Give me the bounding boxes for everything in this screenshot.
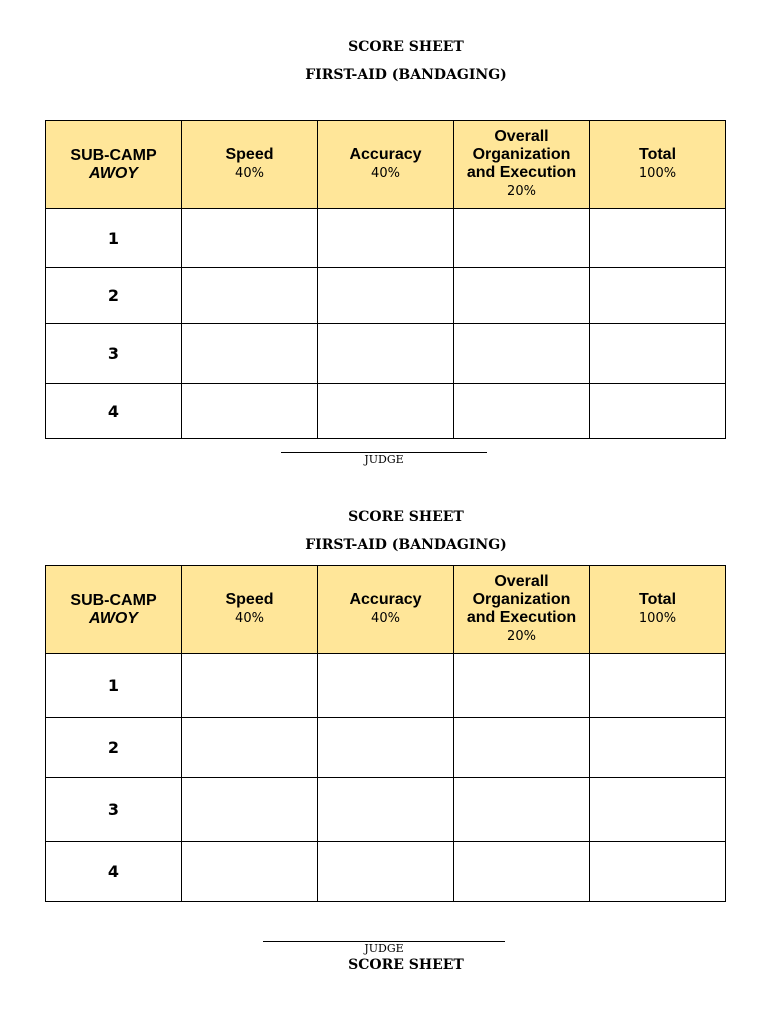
sheet2-title: SCORE SHEET: [348, 509, 464, 525]
speed-pct: 40%: [235, 165, 264, 181]
overall-cell[interactable]: [454, 718, 590, 778]
sheet2-score-table: [45, 565, 726, 902]
total-label: Total: [638, 145, 677, 163]
overall-cell[interactable]: [454, 384, 590, 439]
overall-label-2: Organization: [472, 145, 571, 163]
total-header: [590, 121, 726, 209]
total-cell[interactable]: [590, 778, 726, 842]
overall-label-1: Overall: [494, 127, 549, 145]
speed-cell[interactable]: [182, 209, 318, 268]
row-number: 4: [46, 842, 182, 902]
total-cell[interactable]: [590, 384, 726, 439]
overall-cell[interactable]: [454, 842, 590, 902]
accuracy-cell[interactable]: [318, 842, 454, 902]
overall-label-3: and Execution: [466, 163, 577, 181]
total-pct: 100%: [638, 165, 677, 181]
subcamp-label: SUB-CAMP: [70, 146, 157, 164]
speed-cell[interactable]: [182, 778, 318, 842]
speed-label: Speed: [225, 145, 274, 163]
speed-cell[interactable]: [182, 654, 318, 718]
accuracy-pct: 40%: [371, 610, 400, 626]
speed-cell[interactable]: [182, 842, 318, 902]
accuracy-cell[interactable]: [318, 384, 454, 439]
table-row: [46, 268, 726, 324]
overall-header: [454, 566, 590, 654]
accuracy-cell[interactable]: [318, 654, 454, 718]
row-number: 2: [46, 268, 182, 324]
accuracy-cell[interactable]: [318, 778, 454, 842]
accuracy-header: [318, 566, 454, 654]
sheet1-score-table: [45, 120, 726, 439]
header-row: [46, 566, 726, 654]
total-pct: 100%: [638, 610, 677, 626]
subcamp-label: SUB-CAMP: [70, 591, 157, 609]
overall-pct: 20%: [507, 183, 536, 199]
overall-cell[interactable]: [454, 209, 590, 268]
speed-cell[interactable]: [182, 324, 318, 384]
total-cell[interactable]: [590, 324, 726, 384]
row-number: 4: [46, 384, 182, 439]
table-row: [46, 324, 726, 384]
total-cell[interactable]: [590, 268, 726, 324]
subcamp-name: AWOY: [89, 609, 138, 627]
header-row: [46, 121, 726, 209]
row-number: 3: [46, 778, 182, 842]
overall-label-1: Overall: [494, 572, 549, 590]
sheet3-title: SCORE SHEET: [348, 957, 464, 973]
judge-label: JUDGE: [364, 942, 404, 955]
total-cell[interactable]: [590, 842, 726, 902]
speed-cell[interactable]: [182, 384, 318, 439]
row-number: 2: [46, 718, 182, 778]
table-row: [46, 778, 726, 842]
accuracy-label: Accuracy: [349, 145, 422, 163]
sheet2-subtitle: FIRST-AID (BANDAGING): [305, 537, 507, 553]
total-header: [590, 566, 726, 654]
row-number: 3: [46, 324, 182, 384]
table-row: [46, 842, 726, 902]
overall-header: [454, 121, 590, 209]
sheet1-subtitle: FIRST-AID (BANDAGING): [305, 67, 507, 83]
accuracy-cell[interactable]: [318, 268, 454, 324]
speed-pct: 40%: [235, 610, 264, 626]
subcamp-name: AWOY: [89, 164, 138, 182]
sheet1-title: SCORE SHEET: [348, 39, 464, 55]
overall-cell[interactable]: [454, 324, 590, 384]
accuracy-cell[interactable]: [318, 209, 454, 268]
subcamp-header: [46, 566, 182, 654]
overall-label-2: Organization: [472, 590, 571, 608]
total-label: Total: [638, 590, 677, 608]
speed-cell[interactable]: [182, 718, 318, 778]
accuracy-label: Accuracy: [349, 590, 422, 608]
total-cell[interactable]: [590, 209, 726, 268]
table-row: [46, 654, 726, 718]
accuracy-cell[interactable]: [318, 718, 454, 778]
overall-cell[interactable]: [454, 778, 590, 842]
judge-label: JUDGE: [364, 453, 404, 466]
speed-label: Speed: [225, 590, 274, 608]
total-cell[interactable]: [590, 654, 726, 718]
overall-cell[interactable]: [454, 654, 590, 718]
speed-cell[interactable]: [182, 268, 318, 324]
overall-label-3: and Execution: [466, 608, 577, 626]
table-row: [46, 384, 726, 439]
total-cell[interactable]: [590, 718, 726, 778]
row-number: 1: [46, 209, 182, 268]
speed-header: [182, 566, 318, 654]
accuracy-header: [318, 121, 454, 209]
overall-cell[interactable]: [454, 268, 590, 324]
speed-header: [182, 121, 318, 209]
accuracy-cell[interactable]: [318, 324, 454, 384]
overall-pct: 20%: [507, 628, 536, 644]
row-number: 1: [46, 654, 182, 718]
table-row: [46, 209, 726, 268]
accuracy-pct: 40%: [371, 165, 400, 181]
subcamp-header: [46, 121, 182, 209]
table-row: [46, 718, 726, 778]
